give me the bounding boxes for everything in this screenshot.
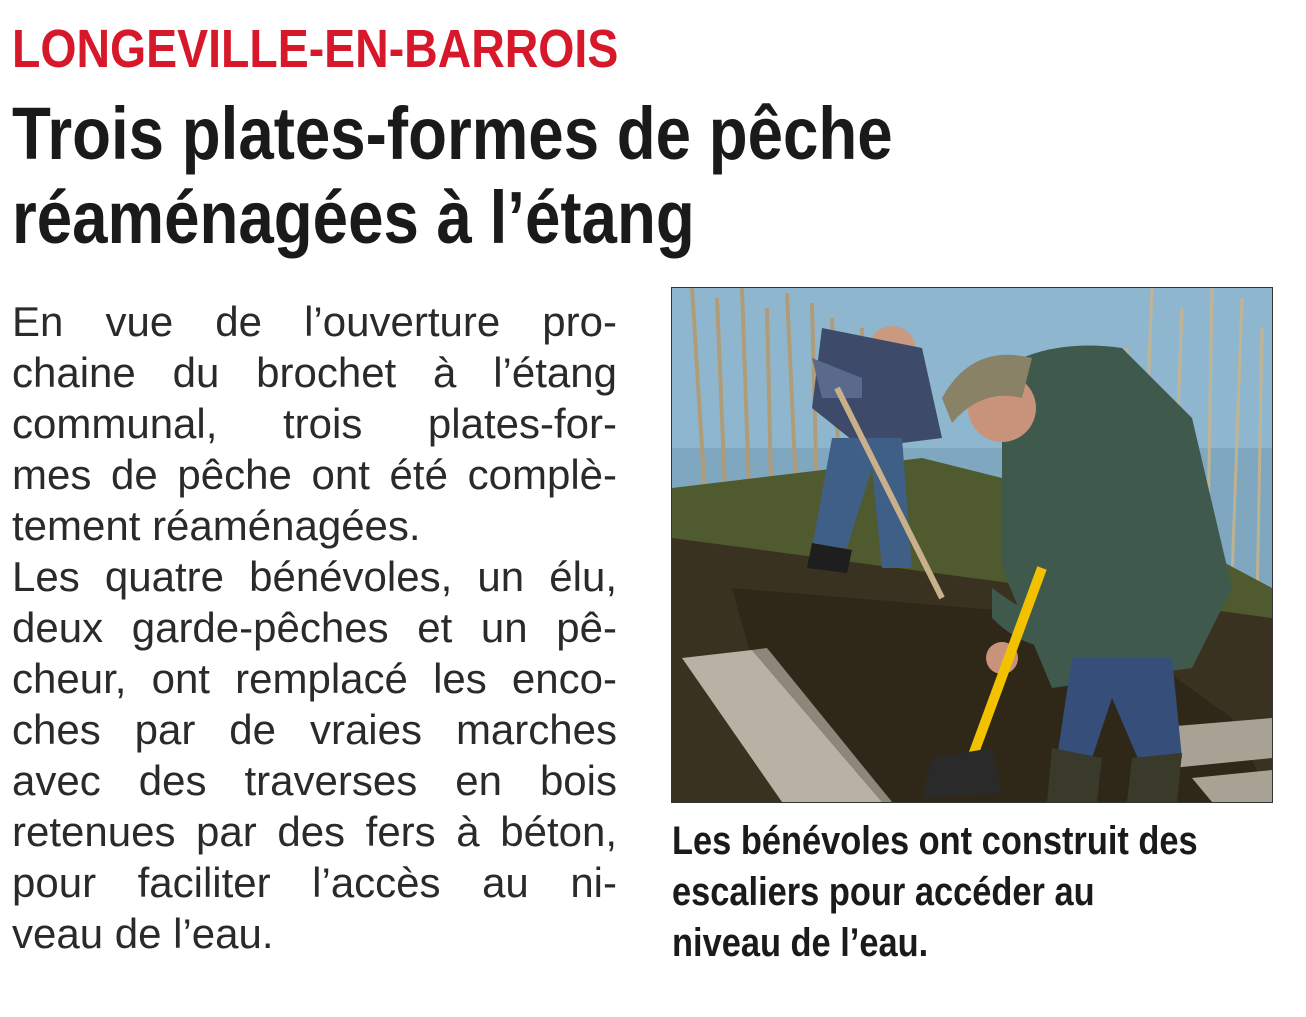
article-photo [671, 287, 1273, 803]
body-line: retenues par des fers à béton, [12, 808, 617, 855]
body-line: mes de pêche ont été complè- [12, 451, 617, 498]
caption-line: niveau de l’eau. [672, 921, 929, 965]
headline-line: Trois plates-formes de pêche [12, 92, 893, 175]
body-line: cheur, ont remplacé les enco- [12, 655, 617, 702]
body-line: ches par de vraies marches [12, 706, 617, 753]
body-line: Les quatre bénévoles, un élu, [12, 553, 617, 600]
body-line: pour faciliter l’accès au ni- [12, 859, 617, 906]
caption-line: Les bénévoles ont construit des [672, 819, 1198, 863]
body-line: chaine du brochet à l’étang [12, 349, 617, 396]
volunteers-photo-illustration [672, 288, 1272, 802]
headline-line: réaménagées à l’étang [12, 176, 695, 259]
section-kicker: LONGEVILLE-EN-BARROIS [12, 19, 619, 79]
body-line: deux garde-pêches et un pê- [12, 604, 617, 651]
caption-line: escaliers pour accéder au [672, 870, 1095, 914]
photo-caption [672, 816, 1274, 969]
article-body [12, 296, 617, 959]
body-line: veau de l’eau. [12, 910, 274, 957]
article-headline [12, 92, 893, 260]
body-line: tement réaménagées. [12, 502, 421, 549]
body-line: communal, trois plates-for- [12, 400, 617, 447]
body-line: avec des traverses en bois [12, 757, 617, 804]
body-line: En vue de l’ouverture pro- [12, 298, 617, 345]
